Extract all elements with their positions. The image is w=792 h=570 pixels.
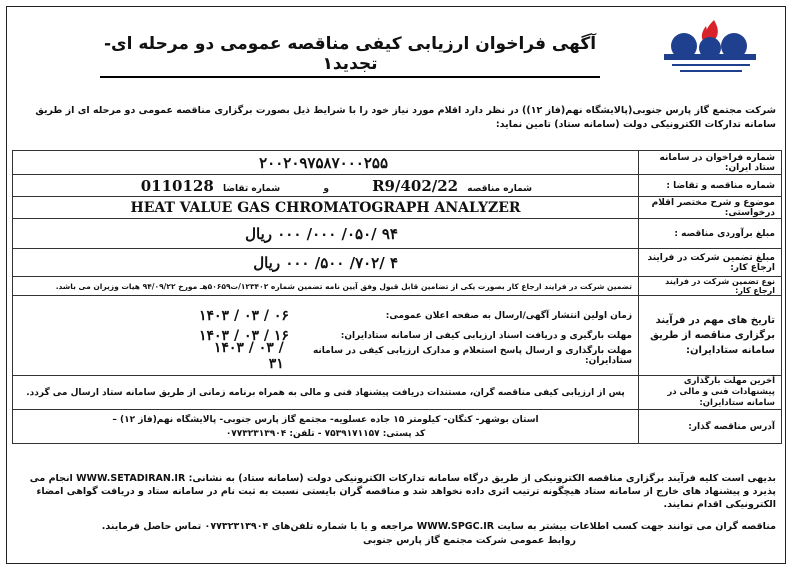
table-row <box>13 175 782 197</box>
intro-paragraph: شرکت مجتمع گاز پارس جنوبی(پالایشگاه نهم(فاز ۱۲)) در نظر دارد اقلام مورد نیاز خود را با شرایط ذیل بصورت برگزاری مناقصه عمومی دو مرحله ای از طریق سامانه تدارکات الکترونیکی دولت (سامانه ستاد) تامین نماید: <box>35 105 776 130</box>
table-row <box>13 376 782 410</box>
table-row <box>13 410 782 444</box>
tender-number-label: شماره مناقصه <box>467 183 532 194</box>
company-logo <box>644 16 772 86</box>
subject-label: موضوع و شرح مختصر اقلام درخواستی: <box>639 197 782 219</box>
date-item-value: ۱۴۰۳ / ۰۳ / ۰۶ <box>199 307 289 324</box>
tender-label: شماره مناقصه و تقاضا : <box>639 175 782 197</box>
table-row <box>13 249 782 277</box>
date-item-text: زمان اولین انتشار آگهی/ارسال به صفحه اعلان عمومی: <box>385 310 632 321</box>
tender-number-value: R9/402/22 <box>372 176 459 195</box>
table-row <box>13 277 782 296</box>
call-number-value: ۲۰۰۲۰۹۷۵۸۷۰۰۰۲۵۵ <box>259 153 388 172</box>
date-item-value: ۱۴۰۳ / ۰۳ / ۱۶ <box>199 327 289 344</box>
date-row <box>19 306 632 326</box>
call-number-label: شماره فراخوان در سامانه ستاد ایران: <box>639 151 782 175</box>
dates-label: تاریخ های مهم در فرآیند برگزاری مناقصه از طریق سامانه ستادایران: <box>639 296 782 376</box>
deadline-label: آخرین مهلت بارگذاری پیشنهادات فنی و مالی در سامانه ستادایران: <box>639 376 782 410</box>
footer-contact: مناقصه گران می توانند جهت کسب اطلاعات بیشتر به سایت WWW.SPGC.IR مراجعه و یا با شماره تلفن‌های ۰۷۷۳۲۳۱۳۹۰۴ تماس حاصل فرمایند. <box>101 521 776 532</box>
footer-contact-block <box>14 520 776 548</box>
table-row <box>13 151 782 175</box>
notice-title: آگهی فراخوان ارزیابی کیفی مناقصه عمومی دو مرحله ای-تجدید۱ <box>100 34 600 78</box>
date-row <box>19 326 632 346</box>
tender-info-table <box>12 150 782 444</box>
deadline-value: پس از ارزیابی کیفی مناقصه گران، مستندات دریافت پیشنهاد فنی و مالی به همراه برنامه زمانی از طریق سامانه ستاد ارسال می گردد. <box>13 376 639 410</box>
table-row <box>13 197 782 219</box>
address-label: آدرس مناقصه گذار: <box>639 410 782 444</box>
table-row <box>13 296 782 376</box>
footer-signature: روابط عمومی شرکت مجتمع گاز پارس جنوبی <box>363 535 576 546</box>
address-line-2: کد پستی: ۷۵۳۹۱۷۱۱۵۷ - تلفن: ۰۷۷۳۲۳۱۳۹۰۴ <box>225 428 426 439</box>
nigc-logo-icon <box>644 16 772 86</box>
guarantee-type-label: نوع تضمین شرکت در فرایند ارجاع کار: <box>639 277 782 296</box>
date-row <box>19 339 632 372</box>
table-row <box>13 219 782 249</box>
estimate-label: مبلغ برآوردی مناقصه : <box>639 219 782 249</box>
guarantee-type-value: تضمین شرکت در فرایند ارجاع کار بصورت یکی از تضامین قابل قبول وفق آیین نامه تضمین شماره ۱۲۳۴۰۲/ت۵۰۶۵۹هـ مورخ ۹۴/۰۹/۲۲ هیات وزیران می باشد. <box>13 277 639 296</box>
estimate-value: ۹۴ /۰۵۰/ ۰۰۰/ ۰۰۰ ریال <box>245 224 398 243</box>
date-item-text: مهلت بارگذاری و ارسال پاسخ استعلام و مدارک ارزیابی کیفی در سامانه ستادایران: <box>312 345 632 366</box>
guarantee-amount-label: مبلغ تضمین شرکت در فرایند ارجاع کار: <box>639 249 782 277</box>
date-item-value: ۱۴۰۳ / ۰۳ / ۳۱ <box>213 339 284 372</box>
subject-value: HEAT VALUE GAS CHROMATOGRAPH ANALYZER <box>130 199 521 216</box>
request-number-label: شماره تقاضا <box>222 183 281 194</box>
footer-paragraph: بدیهی است کلیه فرآیند برگزاری مناقصه الکترونیکی از طریق درگاه سامانه تدارکات الکترونیکی دولت (سامانه ستاد) به نشانی: WWW.SETADIRAN.IR انجام می پذیرد و پیشنهاد های خارج از سامانه ستاد هیچگونه ترتیب اثری داده نخواهد شد و مناقصه گران بایستی نسبت به ثبت نام در سامانه ستاد و دریافت گواهی امضاء الکترونیکی اقدام نمایند. <box>29 473 776 510</box>
guarantee-amount-value: ۴ /۷۰۲/ ۵۰۰/ ۰۰۰ ریال <box>253 253 398 272</box>
and-text: و <box>323 183 329 194</box>
request-number-value: 0110128 <box>140 176 214 195</box>
address-line-1: استان بوشهر- کنگان- کیلومتر ۱۵ جاده عسلویه- مجتمع گاز پارس جنوبی- پالایشگاه نهم(فاز ۱۲) – <box>112 414 539 425</box>
date-item-text: مهلت بارگیری و دریافت اسناد ارزیابی کیفی از سامانه ستادایران: <box>340 330 632 341</box>
